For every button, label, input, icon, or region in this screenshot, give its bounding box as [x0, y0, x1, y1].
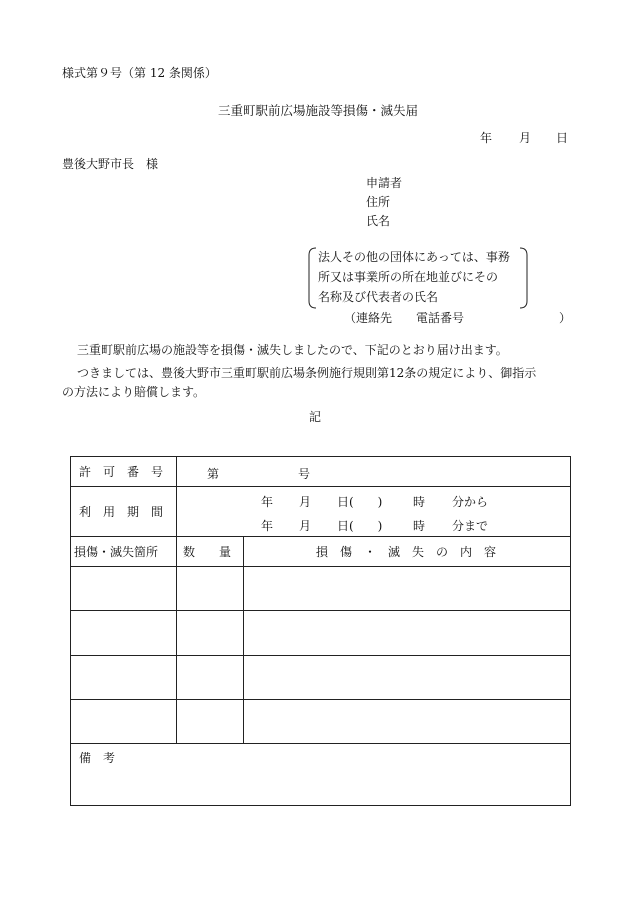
location-cell[interactable]	[71, 567, 177, 611]
start-day: 日( )	[337, 494, 383, 509]
end-hour: 時	[413, 518, 426, 533]
permit-number-label: 許 可 番 号	[71, 457, 177, 487]
content-cell[interactable]	[244, 656, 571, 700]
corporate-note-line-3: 名称及び代表者の氏名	[318, 290, 439, 304]
usage-period-label: 利 用 期 間	[71, 487, 177, 537]
usage-period-field[interactable]	[177, 487, 571, 537]
content-cell[interactable]	[244, 567, 571, 611]
permit-row	[71, 457, 571, 487]
start-year: 年	[261, 494, 274, 509]
end-year: 年	[261, 518, 274, 533]
date-year: 年	[480, 131, 493, 145]
end-minute: 分まで	[452, 518, 489, 533]
location-cell[interactable]	[71, 611, 177, 656]
table-row	[71, 611, 571, 656]
quantity-cell[interactable]	[177, 656, 244, 700]
period-end-line	[177, 512, 570, 536]
table-row	[71, 656, 571, 700]
ki-heading: 記	[309, 410, 322, 424]
date-day: 日	[556, 131, 569, 145]
corporate-note-bracket	[308, 247, 528, 309]
permit-number-field[interactable]	[177, 457, 571, 487]
paragraph-1: 三重町駅前広場の施設等を損傷・滅失しましたので、下記のとおり届け出ます。	[77, 343, 508, 357]
applicant-label: 申請者	[366, 176, 403, 190]
corporate-note-line-2: 所又は事業所の所在地並びにその	[318, 270, 499, 284]
document-title: 三重町駅前広場施設等損傷・滅失届	[218, 103, 419, 118]
start-month: 月	[299, 494, 312, 509]
quantity-cell[interactable]	[177, 611, 244, 656]
paragraph-2-line-1: つきましては、豊後大野市三重町駅前広場条例施行規則第12条の規定により、御指示	[77, 366, 537, 380]
corporate-note-line-1: 法人その他の団体にあっては、事務	[318, 250, 510, 264]
remarks-field[interactable]	[71, 744, 571, 806]
content-cell[interactable]	[244, 611, 571, 656]
permit-prefix: 第	[207, 467, 220, 481]
location-cell[interactable]	[71, 656, 177, 700]
column-header-row	[71, 537, 571, 567]
remarks-label: 備 考	[79, 751, 116, 765]
quantity-cell[interactable]	[177, 700, 244, 744]
quantity-column-header: 数 量	[177, 537, 244, 567]
end-day: 日( )	[337, 518, 383, 533]
content-column-header: 損 傷 ・ 滅 失 の 内 容	[244, 537, 571, 567]
start-hour: 時	[413, 494, 426, 509]
contact-close: ）	[559, 311, 572, 325]
address-label: 住所	[366, 195, 391, 209]
content-cell[interactable]	[244, 700, 571, 744]
period-start-line	[177, 488, 570, 512]
contact-label: （連絡先 電話番号	[344, 311, 465, 325]
date-month: 月	[519, 131, 532, 145]
permit-suffix: 号	[298, 467, 311, 481]
damage-report-table	[70, 456, 571, 806]
name-label: 氏名	[366, 214, 391, 228]
table-row	[71, 567, 571, 611]
table-row	[71, 700, 571, 744]
period-row	[71, 487, 571, 537]
form-number: 様式第９号（第 12 条関係）	[62, 66, 217, 80]
quantity-cell[interactable]	[177, 567, 244, 611]
start-minute: 分から	[452, 494, 489, 509]
location-cell[interactable]	[71, 700, 177, 744]
paragraph-2-line-2: の方法により賠償します。	[62, 385, 206, 399]
end-month: 月	[299, 518, 312, 533]
addressee: 豊後大野市長 様	[62, 157, 159, 171]
location-column-header: 損傷・滅失箇所	[71, 537, 177, 567]
remarks-row	[71, 744, 571, 806]
